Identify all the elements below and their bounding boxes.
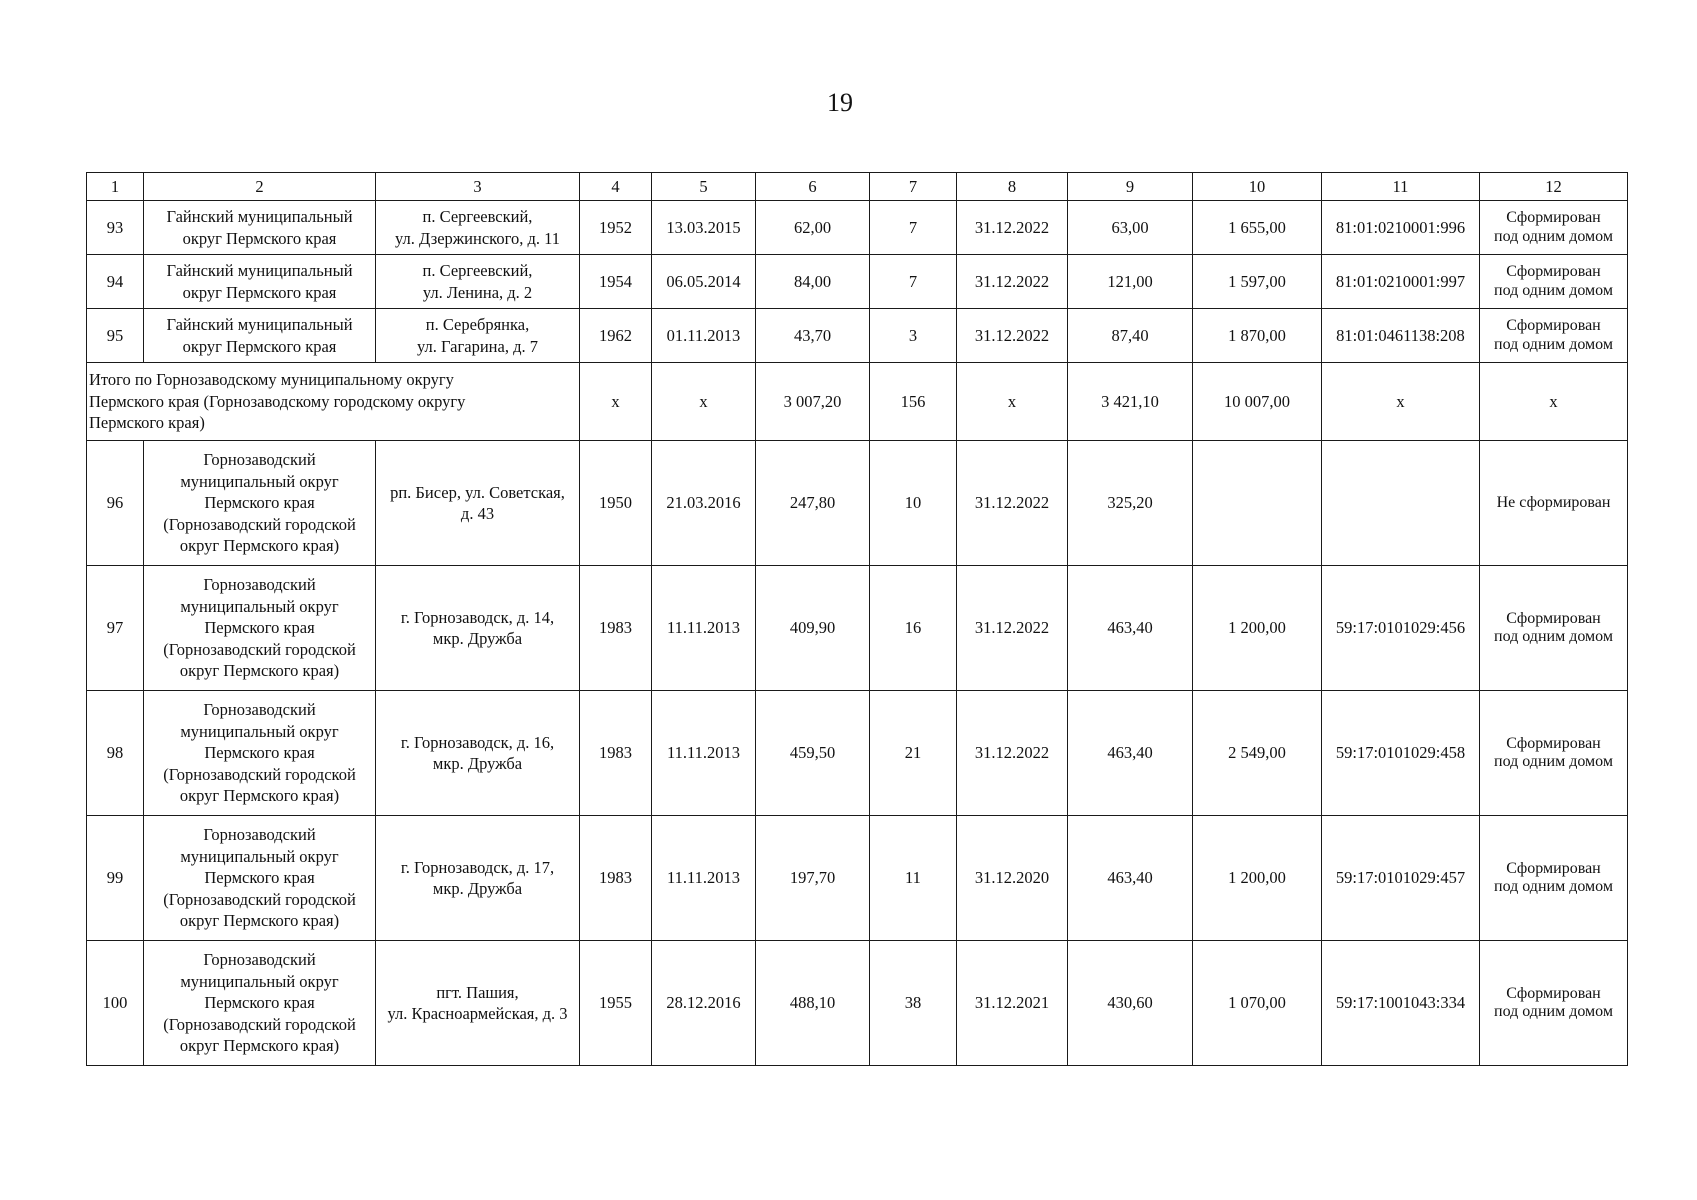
- land-status-cell: Сформирован под одним домом: [1480, 941, 1628, 1066]
- residents-count-cell: 7: [870, 201, 957, 255]
- table-row: [87, 816, 1628, 941]
- municipality-cell: Горнозаводский муниципальный округ Пермского края (Горнозаводский городской округ Пермского края): [144, 566, 376, 691]
- cadastral-number-cell: 59:17:0101029:458: [1322, 691, 1480, 816]
- column-number-cell: 9: [1068, 173, 1193, 201]
- address-cell: п. Сергеевский, ул. Дзержинского, д. 11: [376, 201, 580, 255]
- residents-count-cell: 38: [870, 941, 957, 1066]
- emergency-date-cell: 11.11.2013: [652, 691, 756, 816]
- table-row: [87, 941, 1628, 1066]
- cadastral-number-cell: 81:01:0210001:996: [1322, 201, 1480, 255]
- cadastral-number-cell: 59:17:0101029:457: [1322, 816, 1480, 941]
- resettlement-date-cell: 31.12.2020: [957, 816, 1068, 941]
- municipality-cell: Горнозаводский муниципальный округ Пермского края (Горнозаводский городской округ Пермского края): [144, 691, 376, 816]
- address-cell: г. Горнозаводск, д. 14, мкр. Дружба: [376, 566, 580, 691]
- subtotal-label: Итого по Горнозаводскому муниципальному округу Пермского края (Горнозаводскому городскому округу Пермского края): [87, 363, 580, 441]
- municipality-cell: Горнозаводский муниципальный округ Пермского края (Горнозаводский городской округ Пермского края): [144, 941, 376, 1066]
- land-status-cell: Сформирован под одним домом: [1480, 255, 1628, 309]
- column-number-cell: 1: [87, 173, 144, 201]
- column-number-cell: 2: [144, 173, 376, 201]
- column-number-cell: 12: [1480, 173, 1628, 201]
- residential-area-cell: 197,70: [756, 816, 870, 941]
- build-year-cell: 1983: [580, 816, 652, 941]
- cadastral-number-cell: 59:17:0101029:456: [1322, 566, 1480, 691]
- address-cell: п. Сергеевский, ул. Ленина, д. 2: [376, 255, 580, 309]
- table-row: [87, 309, 1628, 363]
- land-status-cell: Сформирован под одним домом: [1480, 691, 1628, 816]
- table-body: [87, 173, 1628, 1066]
- subtotal-residents-count: 156: [870, 363, 957, 441]
- table-row: [87, 566, 1628, 691]
- municipality-cell: Гайнский муниципальный округ Пермского края: [144, 309, 376, 363]
- emergency-date-cell: 01.11.2013: [652, 309, 756, 363]
- build-year-cell: 1954: [580, 255, 652, 309]
- resettlement-date-cell: 31.12.2022: [957, 201, 1068, 255]
- residents-count-cell: 16: [870, 566, 957, 691]
- municipality-cell: Гайнский муниципальный округ Пермского края: [144, 255, 376, 309]
- residential-area-cell: 247,80: [756, 441, 870, 566]
- table-row: [87, 201, 1628, 255]
- land-area-cell: 2 549,00: [1193, 691, 1322, 816]
- emergency-date-cell: 11.11.2013: [652, 816, 756, 941]
- residential-area-cell: 488,10: [756, 941, 870, 1066]
- item-number-cell: 95: [87, 309, 144, 363]
- resettlement-date-cell: 31.12.2022: [957, 309, 1068, 363]
- new-area-cell: 463,40: [1068, 691, 1193, 816]
- new-area-cell: 87,40: [1068, 309, 1193, 363]
- resettlement-date-cell: 31.12.2022: [957, 441, 1068, 566]
- item-number-cell: 96: [87, 441, 144, 566]
- residents-count-cell: 21: [870, 691, 957, 816]
- column-number-cell: 5: [652, 173, 756, 201]
- new-area-cell: 63,00: [1068, 201, 1193, 255]
- column-number-cell: 4: [580, 173, 652, 201]
- cadastral-number-cell: 59:17:1001043:334: [1322, 941, 1480, 1066]
- build-year-cell: 1952: [580, 201, 652, 255]
- cadastral-number-cell: 81:01:0210001:997: [1322, 255, 1480, 309]
- column-number-row: [87, 173, 1628, 201]
- emergency-date-cell: 28.12.2016: [652, 941, 756, 1066]
- column-number-cell: 6: [756, 173, 870, 201]
- emergency-date-cell: 21.03.2016: [652, 441, 756, 566]
- item-number-cell: 100: [87, 941, 144, 1066]
- column-number-cell: 3: [376, 173, 580, 201]
- subtotal-residential-area: 3 007,20: [756, 363, 870, 441]
- land-status-cell: Сформирован под одним домом: [1480, 201, 1628, 255]
- land-area-cell: 1 655,00: [1193, 201, 1322, 255]
- residents-count-cell: 7: [870, 255, 957, 309]
- housing-register-table: [86, 172, 1628, 1066]
- municipality-cell: Горнозаводский муниципальный округ Пермского края (Горнозаводский городской округ Пермского края): [144, 816, 376, 941]
- land-area-cell: 1 070,00: [1193, 941, 1322, 1066]
- land-status-cell: Не сформирован: [1480, 441, 1628, 566]
- residential-area-cell: 43,70: [756, 309, 870, 363]
- build-year-cell: 1950: [580, 441, 652, 566]
- emergency-date-cell: 06.05.2014: [652, 255, 756, 309]
- table-row: [87, 691, 1628, 816]
- residents-count-cell: 3: [870, 309, 957, 363]
- column-number-cell: 11: [1322, 173, 1480, 201]
- land-area-cell: [1193, 441, 1322, 566]
- residential-area-cell: 409,90: [756, 566, 870, 691]
- residents-count-cell: 11: [870, 816, 957, 941]
- subtotal-land-status: x: [1480, 363, 1628, 441]
- table-row: [87, 255, 1628, 309]
- table-row: [87, 441, 1628, 566]
- municipality-cell: Горнозаводский муниципальный округ Пермского края (Горнозаводский городской округ Пермского края): [144, 441, 376, 566]
- column-number-cell: 7: [870, 173, 957, 201]
- item-number-cell: 97: [87, 566, 144, 691]
- resettlement-date-cell: 31.12.2022: [957, 691, 1068, 816]
- land-area-cell: 1 200,00: [1193, 816, 1322, 941]
- item-number-cell: 98: [87, 691, 144, 816]
- item-number-cell: 99: [87, 816, 144, 941]
- subtotal-row: [87, 363, 1628, 441]
- subtotal-new-area: 3 421,10: [1068, 363, 1193, 441]
- build-year-cell: 1983: [580, 566, 652, 691]
- cadastral-number-cell: 81:01:0461138:208: [1322, 309, 1480, 363]
- subtotal-resettlement-date: x: [957, 363, 1068, 441]
- address-cell: п. Серебрянка, ул. Гагарина, д. 7: [376, 309, 580, 363]
- land-status-cell: Сформирован под одним домом: [1480, 566, 1628, 691]
- subtotal-build-year: x: [580, 363, 652, 441]
- residential-area-cell: 459,50: [756, 691, 870, 816]
- new-area-cell: 121,00: [1068, 255, 1193, 309]
- resettlement-date-cell: 31.12.2021: [957, 941, 1068, 1066]
- land-area-cell: 1 200,00: [1193, 566, 1322, 691]
- resettlement-date-cell: 31.12.2022: [957, 255, 1068, 309]
- resettlement-date-cell: 31.12.2022: [957, 566, 1068, 691]
- residents-count-cell: 10: [870, 441, 957, 566]
- cadastral-number-cell: [1322, 441, 1480, 566]
- address-cell: рп. Бисер, ул. Советская, д. 43: [376, 441, 580, 566]
- column-number-cell: 10: [1193, 173, 1322, 201]
- new-area-cell: 463,40: [1068, 816, 1193, 941]
- build-year-cell: 1983: [580, 691, 652, 816]
- address-cell: г. Горнозаводск, д. 16, мкр. Дружба: [376, 691, 580, 816]
- emergency-date-cell: 13.03.2015: [652, 201, 756, 255]
- address-cell: пгт. Пашия, ул. Красноармейская, д. 3: [376, 941, 580, 1066]
- emergency-date-cell: 11.11.2013: [652, 566, 756, 691]
- column-number-cell: 8: [957, 173, 1068, 201]
- build-year-cell: 1962: [580, 309, 652, 363]
- address-cell: г. Горнозаводск, д. 17, мкр. Дружба: [376, 816, 580, 941]
- new-area-cell: 325,20: [1068, 441, 1193, 566]
- land-area-cell: 1 870,00: [1193, 309, 1322, 363]
- subtotal-land-area: 10 007,00: [1193, 363, 1322, 441]
- municipality-cell: Гайнский муниципальный округ Пермского края: [144, 201, 376, 255]
- item-number-cell: 93: [87, 201, 144, 255]
- subtotal-cadastral-number: x: [1322, 363, 1480, 441]
- residential-area-cell: 62,00: [756, 201, 870, 255]
- land-status-cell: Сформирован под одним домом: [1480, 309, 1628, 363]
- subtotal-emergency-date: x: [652, 363, 756, 441]
- land-status-cell: Сформирован под одним домом: [1480, 816, 1628, 941]
- new-area-cell: 430,60: [1068, 941, 1193, 1066]
- residential-area-cell: 84,00: [756, 255, 870, 309]
- new-area-cell: 463,40: [1068, 566, 1193, 691]
- land-area-cell: 1 597,00: [1193, 255, 1322, 309]
- item-number-cell: 94: [87, 255, 144, 309]
- build-year-cell: 1955: [580, 941, 652, 1066]
- page-number: 19: [827, 88, 853, 117]
